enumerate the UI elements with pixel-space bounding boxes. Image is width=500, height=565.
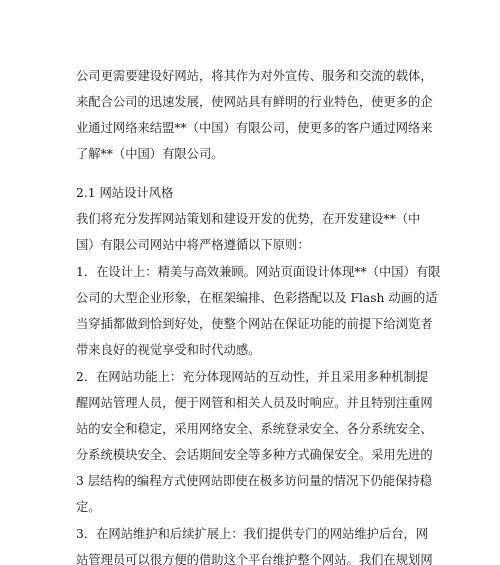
item-1-line-1: 1．在设计上：精美与高效兼顾。网站页面设计体现**（中国）有限 [76,265,441,279]
item-2-line-4: 分系统模块安全、会话期间安全等多种方式确保安全。采用先进的 [76,448,433,462]
item-3-line-1: 3．在网站维护和后续扩展上：我们提供专门的网站维护后台，网 [76,527,429,541]
item-2-line-3: 站的安全和稳定，采用网络安全、系统登录安全、各分系统安全、 [76,422,433,436]
item-2-line-2: 醒网站管理人员，便于网管和相关人员及时响应。并且特别注重网 [76,396,433,410]
principles-line-1: 我们将充分发挥网站策划和建设开发的优势，在开发建设**（中 [76,212,421,226]
item-2-line-5: 3 层结构的编程方式使网站即使在极多访问量的情况下仍能保持稳 [76,474,433,488]
item-2-line-1: 2．在网站功能上：充分体现网站的互动性，并且采用多种机制提 [76,370,429,384]
item-2-line-6: 定。 [76,500,101,514]
item-1-line-4: 带来良好的视觉享受和时代动感。 [76,343,261,357]
intro-line-1: 公司更需要建设好网站，将其作为对外宣传、服务和交流的载体， [76,69,433,83]
item-1-line-2: 公司的大型企业形象，在框架编排、色彩搭配以及 Flash 动画的适 [76,291,438,305]
section-heading: 2.1 网站设计风格 [76,186,174,200]
intro-line-3: 业通过网络来结盟**（中国）有限公司，使更多的客户通过网络来 [76,121,433,135]
intro-line-4: 了解**（中国）有限公司。 [76,147,224,161]
principles-line-2: 国）有限公司网站中将严格遵循以下原则： [76,238,310,252]
item-1-line-3: 当穿插都做到恰到好处，使整个网站在保证功能的前提下给浏览者 [76,317,433,331]
item-3-line-2: 站管理员可以很方便的借助这个平台维护整个网站。我们在规划网 [76,553,433,565]
intro-line-2: 来配合公司的迅速发展，使网站具有鲜明的行业特色，使更多的企 [76,95,433,109]
